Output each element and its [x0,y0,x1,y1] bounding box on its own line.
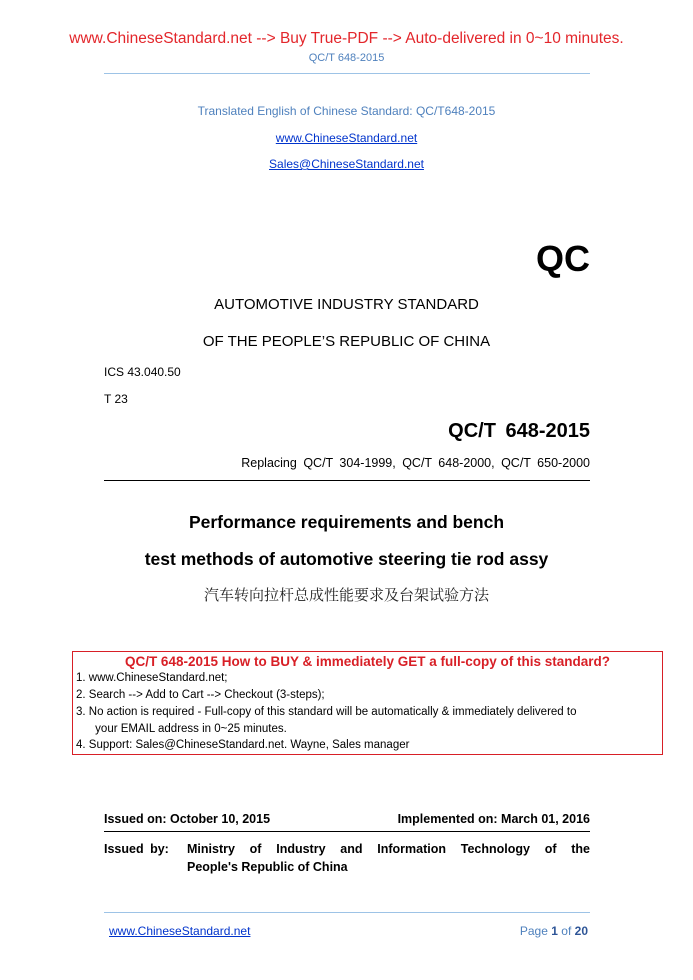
issuer-line2: People's Republic of China [187,860,348,874]
standard-divider [104,480,590,481]
buy-info-box [72,651,663,755]
page-indicator [520,924,588,938]
page-current: 1 [551,924,558,938]
site-link[interactable]: www.ChineseStandard.net [275,131,418,145]
buy-step-3-cont: your EMAIL address in 0~25 minutes. [76,723,287,735]
title-line2: test methods of automotive steering tie rod assy [144,549,549,569]
buy-step-3: 3. No action is required - Full-copy of this standard will be automatically & immediately delivered to [76,706,577,718]
footer-divider [104,912,590,913]
buy-step-2: 2. Search --> Add to Cart --> Checkout (3-steps); [76,689,325,701]
implemented-on: Implemented on: March 01, 2016 [397,812,590,826]
page-of: of [561,924,572,938]
page-label: Page [519,924,548,938]
qc-logo: QC [536,238,590,279]
issuer-line1: Ministry of Industry and Information Technology of the [187,842,590,856]
buy-box-title: QC/T 648-2015 How to BUY & immediately GET a full-copy of this standard? [124,654,611,669]
t-code: T 23 [104,392,128,406]
buy-step-4: 4. Support: Sales@ChineseStandard.net. Wayne, Sales manager [76,739,410,751]
footer-site-link[interactable]: www.ChineseStandard.net [109,924,251,938]
footer-site-wrapper [109,924,250,938]
header-divider [104,73,590,74]
top-banner[interactable]: www.ChineseStandard.net --> Buy True-PDF --> Auto-delivered in 0~10 minutes. [69,30,624,47]
industry-standard-line2: OF THE PEOPLE’S REPUBLIC OF CHINA [202,333,491,350]
translated-notice: Translated English of Chinese Standard: QC/T648-2015 [197,104,496,118]
issued-on: Issued on: October 10, 2015 [104,812,271,826]
issue-divider [104,831,590,832]
issued-by-label: Issued by: [104,842,169,856]
sales-email-wrapper [0,157,693,171]
title-chinese: 汽车转向拉杆总成性能要求及台架试验方法 [203,586,489,604]
sales-email-link[interactable]: Sales@ChineseStandard.net [269,157,424,171]
ics-code: ICS 43.040.50 [104,365,181,379]
site-link-wrapper [0,131,693,145]
standard-number: QC/T 648-2015 [448,420,590,442]
page-total: 20 [574,924,588,938]
buy-step-1[interactable]: 1. www.ChineseStandard.net; [76,672,228,684]
title-line1: Performance requirements and bench [188,512,505,532]
header-standard-code: QC/T 648-2015 [308,52,385,64]
replacing-note: Replacing QC/T 304-1999, QC/T 648-2000, QC/T 650-2000 [241,456,590,470]
industry-standard-line1: AUTOMOTIVE INDUSTRY STANDARD [214,296,479,313]
